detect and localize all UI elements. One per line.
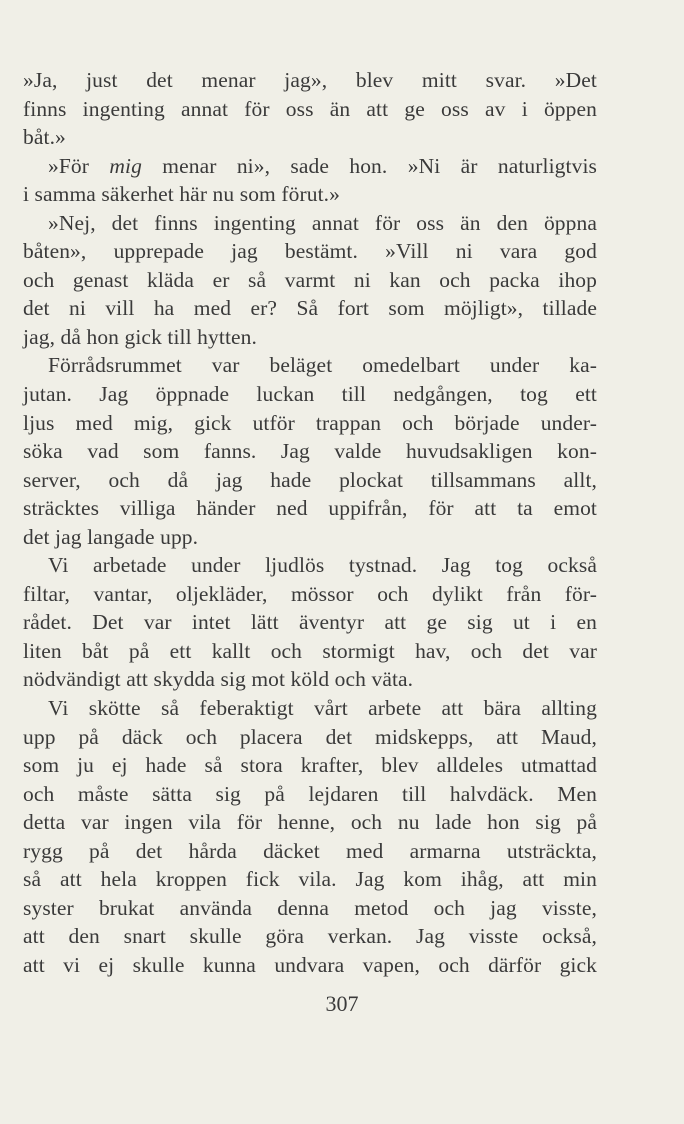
text-line: och genast kläda er så varmt ni kan och packa ihop [23, 267, 597, 292]
text-line: liten båt på ett kallt och stormigt hav, och det var [23, 638, 597, 663]
text-line: jag, då hon gick till hytten. [23, 324, 257, 349]
text-line: det ni vill ha med er? Så fort som möjligt», tillade [23, 296, 597, 321]
text-line: rådet. Det var intet lätt äventyr att ge sig ut i en [23, 610, 597, 635]
text-line: som ju ej hade så stora krafter, blev alldeles utmattad [23, 753, 597, 778]
text-line: upp på däck och placera det midskepps, att Maud, [23, 724, 597, 749]
text-line: finns ingenting annat för oss än att ge oss av i öppen [23, 96, 597, 121]
text-line: att vi ej skulle kunna undvara vapen, och därför gick [23, 952, 597, 977]
text-line: »Ja, just det menar jag», blev mitt svar. »Det [23, 68, 597, 92]
text-line: söka vad som fanns. Jag valde huvudsakligen kon- [23, 439, 597, 464]
text-line: Vi skötte så feberaktigt vårt arbete att bära allting [48, 696, 597, 721]
text-line: i samma säkerhet här nu som förut.» [23, 182, 340, 207]
page-number: 307 [325, 991, 359, 1016]
text-line: »Nej, det finns ingenting annat för oss än den öppna [48, 210, 597, 235]
text-line: nödvändigt att skydda sig mot köld och väta. [23, 667, 414, 692]
text-line: server, och då jag hade plockat tillsammans allt, [23, 467, 597, 492]
text-line: detta var ingen vila för henne, och nu lade hon sig på [23, 810, 597, 835]
text-line: Vi arbetade under ljudlös tystnad. Jag tog också [48, 553, 597, 578]
text-line: och måste sätta sig på lejdaren till halvdäck. Men [23, 781, 597, 806]
text-line: syster brukat använda denna metod och jag visste, [23, 895, 597, 920]
text-line: ljus med mig, gick utför trappan och började under- [23, 410, 597, 435]
text-segment: »För [48, 153, 90, 178]
text-line: det jag langade upp. [23, 524, 199, 549]
text-line: att den snart skulle göra verkan. Jag visste också, [23, 924, 597, 949]
emphasized-word: mig [109, 153, 142, 178]
text-line [23, 152, 597, 181]
text-line: jutan. Jag öppnade luckan till nedgången, tog ett [23, 382, 597, 407]
text-segment: menar ni», sade hon. »Ni är naturligtvis [162, 153, 597, 178]
text-line: så att hela kroppen fick vila. Jag kom ihåg, att min [23, 867, 597, 892]
text-line: filtar, vantar, oljekläder, mössor och dylikt från för- [23, 581, 597, 606]
text-line: båten», upprepade jag bestämt. »Vill ni vara god [23, 239, 597, 264]
text-line: rygg på det hårda däcket med armarna utsträckta, [23, 838, 597, 863]
text-line: sträcktes villiga händer ned uppifrån, för att ta emot [23, 496, 597, 521]
body-text [23, 66, 597, 980]
text-line: Förrådsrummet var beläget omedelbart under ka- [48, 353, 597, 378]
text-line: båt.» [23, 125, 66, 150]
